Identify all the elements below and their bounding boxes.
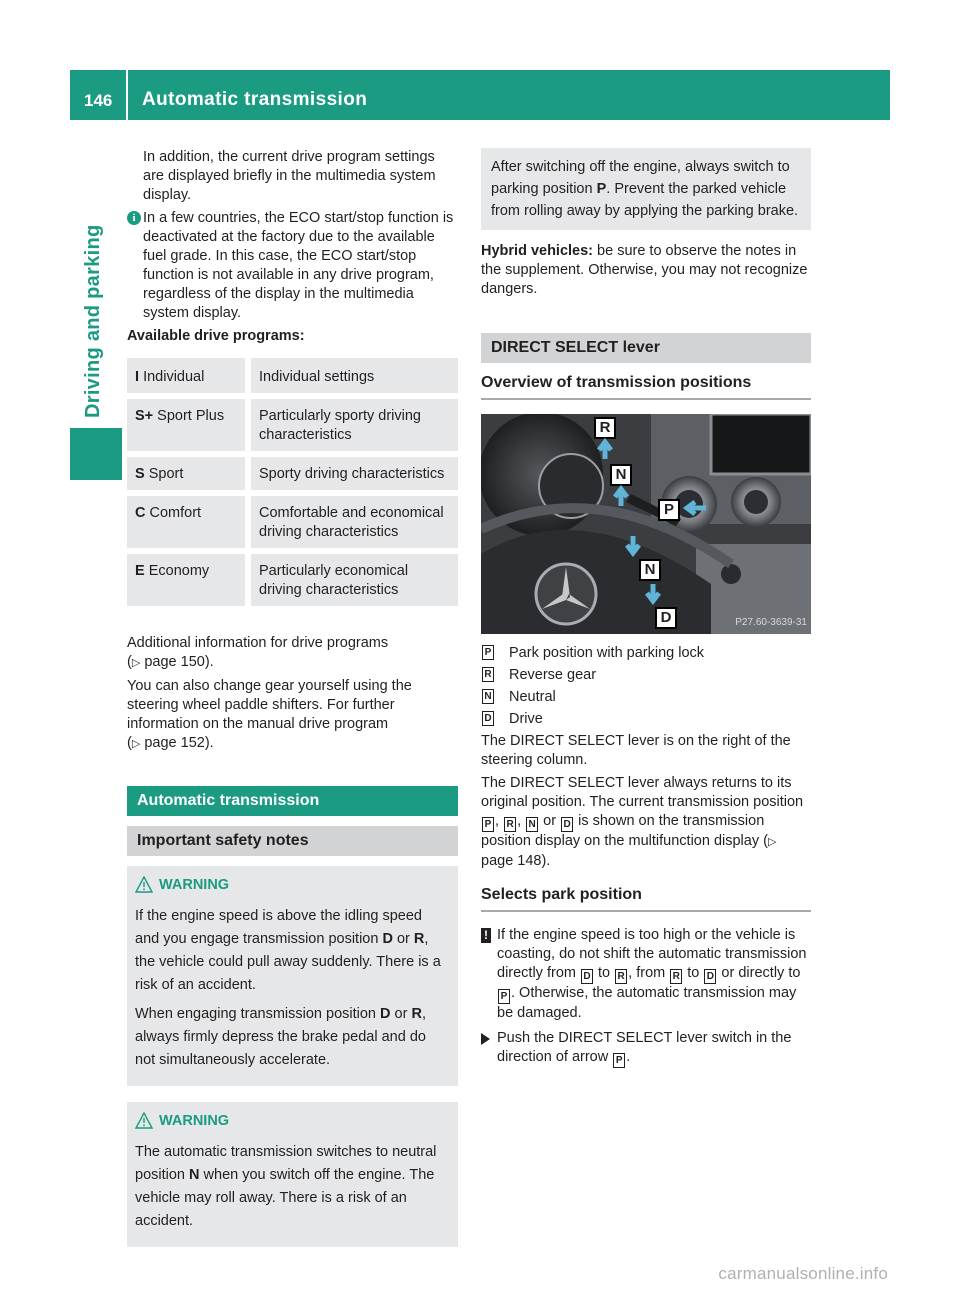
left-column	[127, 148, 458, 1247]
key-d-icon: D	[561, 817, 573, 832]
program-code: S	[135, 466, 145, 482]
key-p-icon: P	[498, 989, 510, 1004]
direction-arrows	[481, 414, 811, 634]
program-name: Sport	[148, 466, 184, 482]
lever-returns-text: The DIRECT SELECT lever always returns to its original position. The current transmission position P , R , N or D is shown on the transmission position display on the multifunction display (▷ page 148).	[481, 775, 804, 869]
warning-triangle-icon	[135, 876, 153, 893]
page-ref-icon: ▷	[767, 836, 777, 848]
position-d-label: D	[655, 607, 677, 629]
program-desc: Sporty driving characteristics	[248, 454, 458, 493]
info-note-text: In a few countries, the ECO start/stop function is deactivated at the factory due to the available fuel grade. In this case, the ECO start/stop function is not available in any drive program, regardless of the display in the multimedia system display.	[143, 210, 454, 321]
photo-code: P27.60-3639-31	[735, 617, 807, 628]
program-code: I	[135, 369, 140, 385]
lever-photo	[481, 414, 811, 634]
paddle-shifters-text: You can also change gear yourself using the steering wheel paddle shifters. For further information on the manual drive program (▷ page 152).	[127, 678, 412, 751]
page-ref-link[interactable]: page 150).	[144, 654, 214, 670]
program-desc: Particularly sporty driving characteristics	[248, 396, 458, 454]
key-d-icon: D	[482, 711, 494, 726]
header-divider	[126, 70, 128, 120]
table-row	[127, 454, 458, 493]
position-n-label-upper: N	[610, 464, 632, 486]
program-code: S+	[135, 408, 154, 424]
table-row	[127, 396, 458, 454]
additional-info-text: Additional information for drive programs (▷ page 150).	[127, 635, 389, 670]
lever-location-text: The DIRECT SELECT lever is on the right of the steering column.	[481, 733, 791, 768]
warning-triangle-icon	[135, 1112, 153, 1129]
program-name: Individual	[143, 369, 205, 385]
positions-list	[481, 642, 811, 730]
list-item: D Drive	[481, 708, 811, 730]
subsection-heading: Important safety notes	[127, 826, 458, 856]
info-icon: i	[127, 211, 141, 225]
side-tab-marker	[70, 428, 122, 480]
key-r-icon: R	[482, 667, 494, 682]
key-n-icon: N	[526, 817, 538, 832]
key-r-icon: R	[670, 969, 682, 984]
warning-label: WARNING	[159, 877, 230, 893]
list-item: P Park position with parking lock	[481, 642, 811, 664]
hybrid-text: Hybrid vehicles: be sure to observe the notes in the supplement. Otherwise, you may not recognize dangers.	[481, 243, 808, 297]
warning-text: When engaging transmission position D or R, always firmly depress the brake pedal and do not simultaneously accelerate.	[135, 1006, 426, 1068]
page-ref-icon: ▷	[131, 738, 141, 750]
page-header	[70, 70, 890, 120]
intro-text: In addition, the current drive program settings are displayed briefly in the multimedia system display.	[143, 149, 436, 203]
table-row	[127, 358, 458, 396]
warning-box-1	[127, 866, 458, 1086]
section-heading: Automatic transmission	[127, 786, 458, 816]
program-desc: Particularly economical driving characteristics	[248, 551, 458, 609]
warning-text: The automatic transmission switches to neutral position N when you switch off the engine. The vehicle may roll away. There is a risk of an accident.	[135, 1144, 437, 1229]
program-code: E	[135, 563, 145, 579]
program-desc: Comfortable and economical driving characteristics	[248, 493, 458, 551]
key-r-icon: R	[504, 817, 516, 832]
page-ref-link[interactable]: page 152).	[144, 735, 214, 751]
program-desc: Individual settings	[248, 358, 458, 396]
table-row	[127, 493, 458, 551]
position-p-label: P	[658, 499, 680, 521]
caution-note: ! If the engine speed is too high or the vehicle is coasting, do not shift the automatic transmission directly from D to R , from R to D or directly to P . Otherwise, the automatic transmission may be damaged.	[481, 926, 811, 1023]
programs-heading: Available drive programs:	[127, 328, 305, 344]
park-heading: Selects park position	[481, 885, 811, 912]
info-note	[127, 209, 458, 323]
position-n-label-lower: N	[639, 559, 661, 581]
key-n-icon: N	[482, 689, 494, 704]
program-name: Sport Plus	[157, 408, 225, 424]
warning-text: If the engine speed is above the idling speed and you engage transmission position D or R, the vehicle could pull away suddenly. There is a risk of an accident.	[135, 908, 441, 993]
chapter-title: Automatic transmission	[142, 89, 368, 110]
key-p-icon: P	[482, 817, 494, 832]
drive-programs-table	[127, 358, 458, 612]
key-d-icon: D	[581, 969, 593, 984]
table-row	[127, 551, 458, 609]
page-number: 146	[84, 91, 113, 110]
list-item: R Reverse gear	[481, 664, 811, 686]
right-column	[481, 148, 811, 1068]
key-r-icon: R	[615, 969, 627, 984]
instruction-step: Push the DIRECT SELECT lever switch in the direction of arrow P .	[481, 1029, 811, 1068]
program-name: Comfort	[149, 505, 202, 521]
program-code: C	[135, 505, 146, 521]
warning-header	[135, 876, 448, 895]
side-tab-label: Driving and parking	[82, 224, 104, 418]
list-item: N Neutral	[481, 686, 811, 708]
key-d-icon: D	[704, 969, 716, 984]
warning-box-2	[127, 1102, 458, 1247]
step-arrow-icon	[481, 1033, 490, 1045]
key-p-icon: P	[613, 1053, 625, 1068]
program-name: Economy	[148, 563, 210, 579]
note-box	[481, 148, 811, 230]
overview-heading: Overview of transmission positions	[481, 373, 811, 400]
section-heading: DIRECT SELECT lever	[481, 333, 811, 363]
note-text: After switching off the engine, always switch to parking position P. Prevent the parked vehicle from rolling away by applying the parking brake.	[491, 159, 799, 219]
key-p-icon: P	[482, 645, 494, 660]
caution-icon: !	[481, 928, 491, 943]
watermark: carmanualsonline.info	[718, 1264, 888, 1283]
page-ref-icon: ▷	[131, 657, 141, 669]
warning-label: WARNING	[159, 1113, 230, 1129]
page-ref-link[interactable]: page 148).	[481, 853, 551, 869]
position-r-label: R	[594, 417, 616, 439]
warning-header	[135, 1112, 448, 1131]
